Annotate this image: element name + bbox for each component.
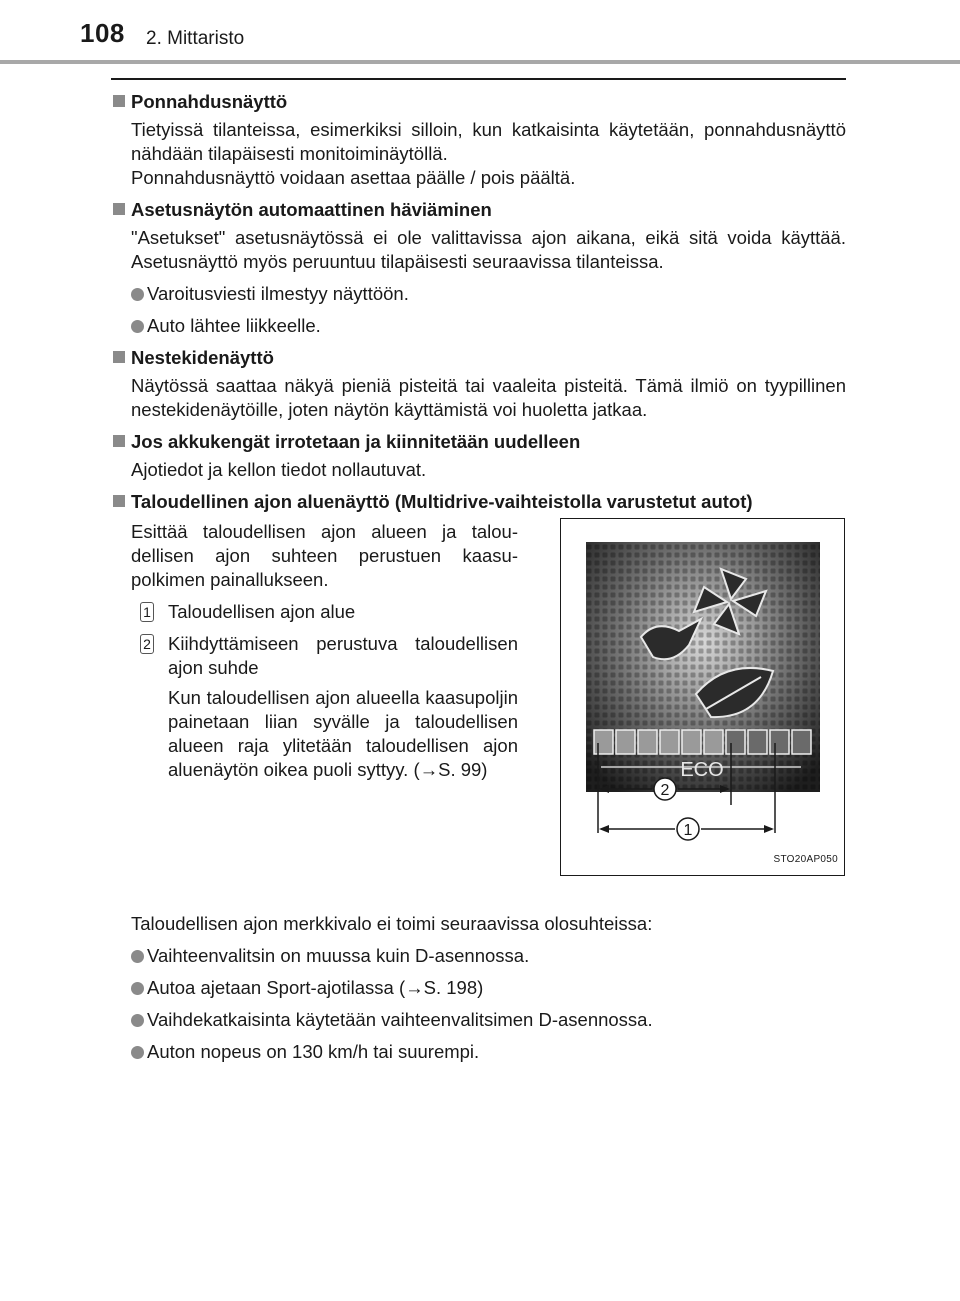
paragraph: Tietyissä tilanteissa, esimerkiksi silloin, kun katkaisinta käytetään, ponnahdusnäyttö nähdään tilapäisesti monitoiminäytöllä. (131, 119, 846, 164)
list-item: 1 Taloudellisen ajon alue (131, 600, 518, 624)
round-bullet-icon (131, 288, 144, 301)
section-heading: Asetusnäytön automaattinen häviäminen (111, 198, 846, 222)
paragraph: Näytössä saattaa näkyä pieniä pisteitä tai vaaleita pisteitä. Tämä ilmiö on tyypillinen nestekidenäytöille, joten näytön käyttämistä voi huoletta jatkaa. (131, 375, 846, 420)
round-bullet-icon (131, 982, 144, 995)
round-bullet-icon (131, 1014, 144, 1027)
paragraph: Taloudellisen ajon merkkivalo ei toimi seuraavissa olosuhteissa: (131, 913, 653, 934)
eco-block (131, 518, 846, 906)
section-divider (111, 78, 846, 80)
page-number: 108 (80, 18, 125, 48)
round-bullet-icon (131, 320, 144, 333)
square-bullet-icon (113, 495, 125, 507)
section-heading: Jos akkukengät irrotetaan ja kiinnitetään uudelleen (111, 430, 846, 454)
section-heading: Nestekidenäyttö (111, 346, 846, 370)
figure-code: STO20AP050 (773, 854, 838, 865)
square-bullet-icon (113, 435, 125, 447)
callout-1-label: 1 (683, 822, 693, 839)
eco-description (131, 520, 518, 782)
section-heading: Taloudellinen ajon aluenäyttö (Multidrive-vaihteistolla varustetut autot) (111, 490, 846, 514)
chapter-title: 2. Mittaristo (146, 28, 245, 49)
callout-number: 1 (140, 602, 154, 622)
list-item: Auton nopeus on 130 km/h tai suurempi. (131, 1040, 846, 1064)
section-heading: Ponnahdusnäyttö (111, 90, 846, 114)
paragraph: Ponnahdusnäyttö voidaan asettaa päälle / pois päältä. (131, 167, 576, 188)
list-item: Vaihteenvalitsin on muussa kuin D-asennossa. (131, 944, 846, 968)
paragraph: "Asetukset" asetusnäytössä ei ole valittavissa ajon aikana, eikä sitä voida käyttää. Asetusnäyttö myös peruuntuu tilapäisesti seuraavissa tilanteissa. (131, 227, 846, 272)
square-bullet-icon (113, 95, 125, 107)
paragraph: Ajotiedot ja kellon tiedot nollautuvat. (131, 459, 427, 480)
round-bullet-icon (131, 950, 144, 963)
page-header (0, 0, 960, 62)
round-bullet-icon (131, 1046, 144, 1059)
square-bullet-icon (113, 351, 125, 363)
paragraph: Kun taloudellisen ajon alueella kaasupoljin painetaan liian syvälle ja taloudellisen alueen raja ylitetään taloudellisen ajon aluenäytön oikea puoli syttyy. (→S. 99) (168, 687, 518, 780)
list-item: 2 Kiihdyttämiseen perustuva taloudellisen ajon suhde (131, 632, 518, 680)
list-item: Autoa ajetaan Sport-ajotilassa (→S. 198) (131, 976, 846, 1000)
square-bullet-icon (113, 203, 125, 215)
page-content (111, 90, 846, 1072)
list-item: Auto lähtee liikkeelle. (131, 314, 846, 338)
paragraph: Esittää taloudellisen ajon alueen ja taloudellisen ajon suhteen perustuen kaasupolkimen painallukseen. (131, 521, 518, 590)
eco-zone-display-figure (560, 518, 845, 876)
list-item: Vaihdekatkaisinta käytetään vaihteenvalitsimen D-asennossa. (131, 1008, 846, 1032)
eco-display-illustration (561, 519, 844, 875)
callout-number: 2 (140, 634, 154, 654)
callout-2-label: 2 (660, 782, 670, 799)
list-item: Varoitusviesti ilmestyy näyttöön. (131, 282, 846, 306)
header-rule (0, 60, 960, 64)
eco-label: ECO (680, 759, 724, 781)
